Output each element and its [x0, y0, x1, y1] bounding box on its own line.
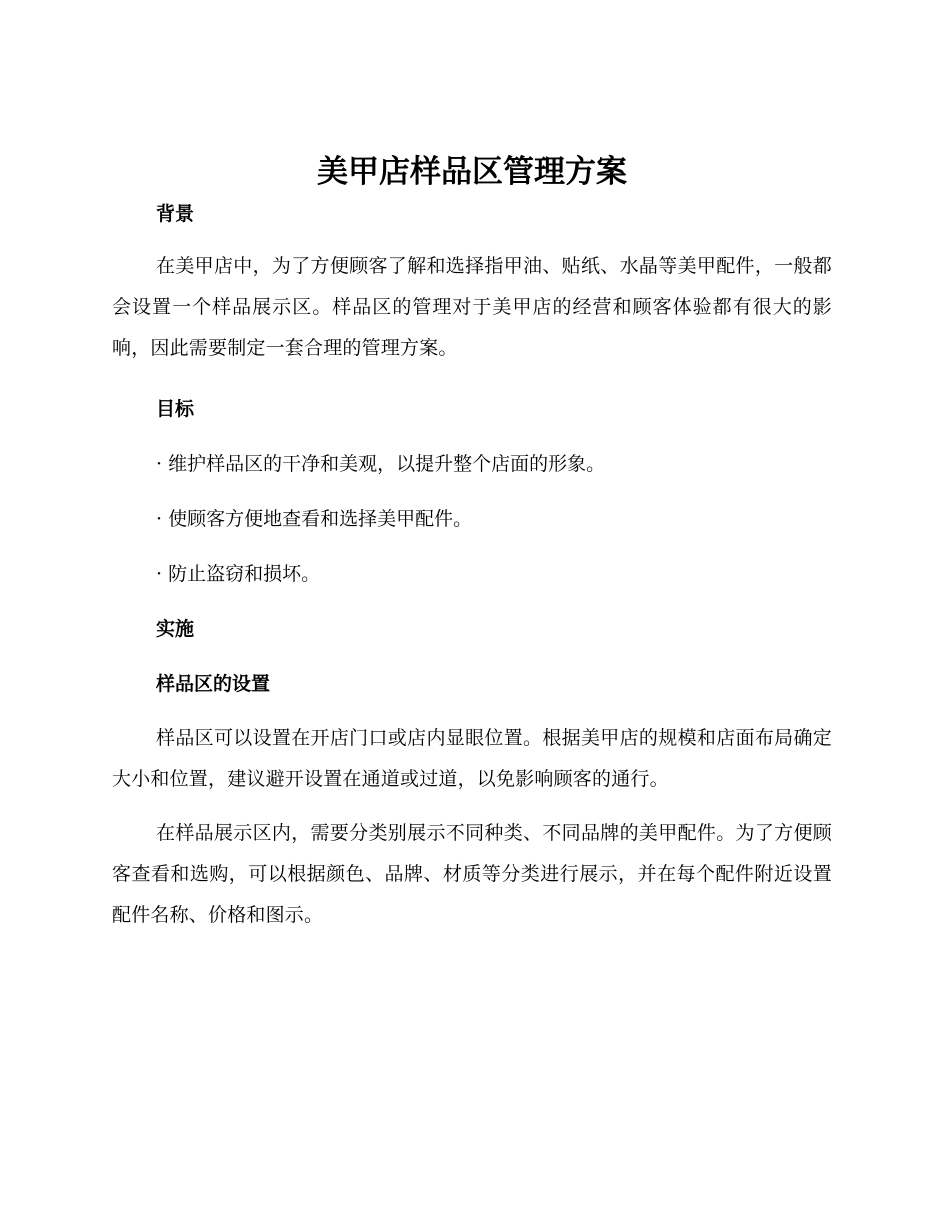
heading-goals: 目标: [156, 398, 195, 420]
heading-background: 背景: [156, 203, 195, 225]
subheading-sample-area-setup: 样品区的设置: [156, 673, 271, 695]
goal-item-3: · 防止盗窃和损坏。: [156, 563, 321, 585]
document-title: 美甲店样品区管理方案: [317, 154, 627, 190]
heading-implementation: 实施: [156, 618, 195, 640]
paragraph-implementation-1: 样品区可以设置在开店门口或店内显眼位置。根据美甲店的规模和店面布局确定大小和位置，建议避开设置在通道或过道，以免影响顾客的通行。: [112, 727, 832, 790]
goal-item-1: · 维护样品区的干净和美观，以提升整个店面的形象。: [156, 453, 606, 475]
paragraph-background: 在美甲店中，为了方便顾客了解和选择指甲油、贴纸、水晶等美甲配件，一般都会设置一个样品展示区。样品区的管理对于美甲店的经营和顾客体验都有很大的影响，因此需要制定一套合理的管理方案。: [112, 255, 832, 359]
goal-item-2: · 使顾客方便地查看和选择美甲配件。: [156, 508, 473, 530]
document-content: [112, 150, 832, 936]
paragraph-implementation-2: 在样品展示区内，需要分类别展示不同种类、不同品牌的美甲配件。为了方便顾客查看和选购，可以根据颜色、品牌、材质等分类进行展示，并在每个配件附近设置配件名称、价格和图示。: [112, 822, 832, 926]
